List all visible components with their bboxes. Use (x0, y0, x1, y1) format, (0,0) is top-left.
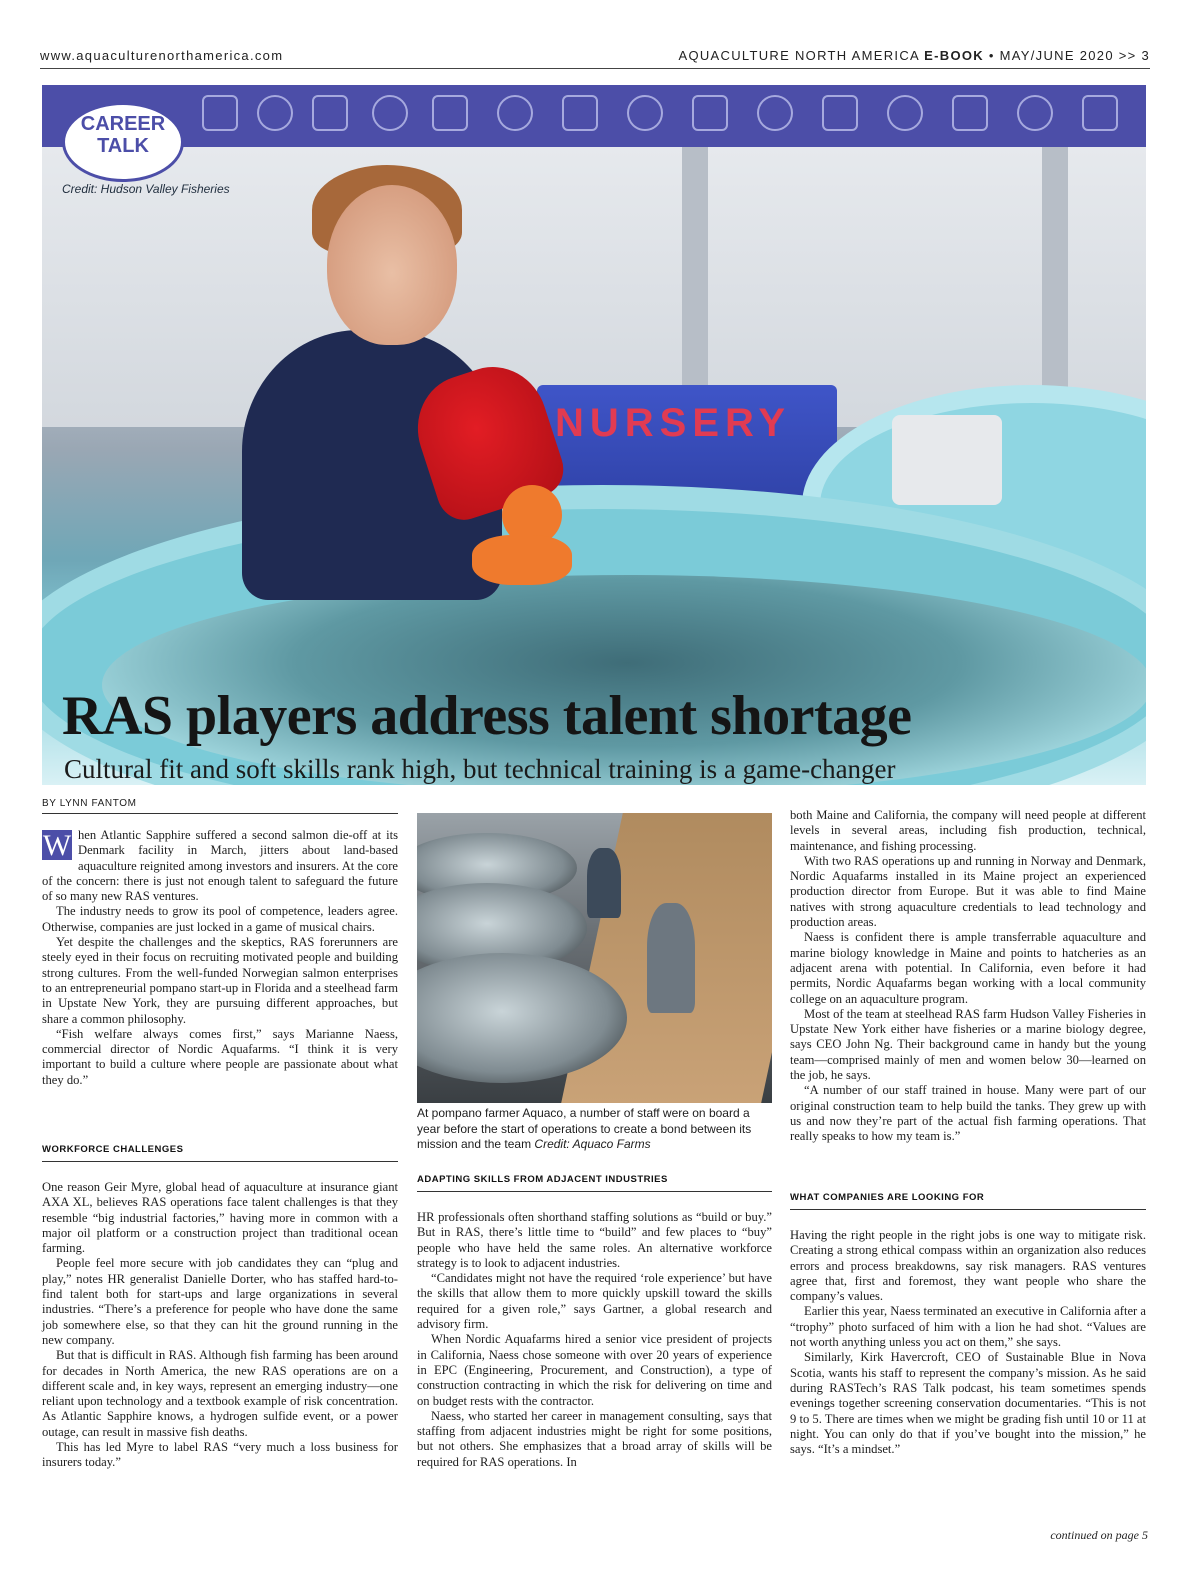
ebook-label: E-BOOK (924, 48, 984, 63)
paragraph: “A number of our staff trained in house. Many were part of our original construction team to help build the tanks. They grew up with us and now they’re part of the actual fish farming operations. That really speaks to how my team is.” (790, 1083, 1146, 1144)
paragraph: Naess is confident there is ample transferrable aquaculture and marine biology knowledge in Maine and points to hatcheries as an adjacent arena with potential. In California, even before it had permits, Nordic Aquafarms began working with a local community college on an aquaculture program. (790, 930, 1146, 1006)
section-heading: ADAPTING SKILLS FROM ADJACENT INDUSTRIES (417, 1174, 772, 1192)
career-talk-badge: CAREER TALK (62, 102, 184, 182)
paragraph: But that is difficult in RAS. Although fish farming has been around for decades in North America, the new RAS operations are on a different scale and, in key ways, represent an emerging industry—one reliant upon technology and a textbook example of risk concentration. As Atlantic Sapphire knows, a hydrogen sulfide event, or a power outage, can result in massive fish deaths. (42, 1348, 398, 1439)
photo-caption: At pompano farmer Aquaco, a number of staff were on board a year before the start of operations to create a bond between its mission and the team Credit: Aquaco Farms (417, 1106, 752, 1151)
briefcase-icon (202, 95, 238, 131)
paragraph: With two RAS operations up and running in Norway and Denmark, Nordic Aquafarms installed in its Maine project an experienced production director from Europe. But it was able to find Maine natives with strong aquaculture credentials to lead technology and production areas. (790, 853, 1146, 930)
website-url[interactable]: www.aquaculturenorthamerica.com (40, 48, 284, 63)
paragraph: Yet despite the challenges and the skeptics, RAS forerunners are steely eyed in their focus on recruiting motivated people and building strong cultures. From the well-funded Norwegian salmon enterprises to an entrepreneurial pompano start-up in Florida and a steelhead farm in Upstate New York, they are pursuing different approaches, but share a common philosophy. (42, 935, 398, 1026)
chart-icon (312, 95, 348, 131)
running-header (40, 48, 1150, 68)
paragraph: Most of the team at steelhead RAS farm Hudson Valley Fisheries in Upstate New York either have fisheries or a marine biology degree, says CEO John Ng. Their background came in handy but the young team—comprised mainly of men and women below 30—learned on the job, he says. (790, 1006, 1146, 1083)
caption-credit: Credit: Aquaco Farms (534, 1137, 651, 1151)
person-icon (257, 95, 293, 131)
team-icon (887, 95, 923, 131)
paragraph: HR professionals often shorthand staffing solutions as “build or buy.” But in RAS, there’s little time to “build” and few places to “buy” people who have held the same roles. An alternative workforce strategy is to look to adjacent industries. (417, 1210, 772, 1270)
paragraph: Earlier this year, Naess terminated an executive in California after a “trophy” photo surfaced of him with a lion he had shot. “Values are not worth anything unless you act on them,” she says. (790, 1304, 1146, 1350)
calendar-icon (822, 95, 858, 131)
team-icon (497, 95, 533, 131)
document-icon (432, 95, 468, 131)
paragraph: People feel more secure with job candidates they can “plug and play,” notes HR generalist Danielle Dorter, who has staffed hard-to-find talent both for start-ups and large organizations in several industries. “There’s a preference for people who have done the same job somewhere else, so that they can hit the ground running in the new company. (42, 1256, 398, 1347)
target-icon (372, 95, 408, 131)
worker-face (327, 185, 457, 345)
presentation-icon (562, 95, 598, 131)
column-1-continued (42, 1180, 398, 1471)
nursery-sign: NURSERY (555, 401, 792, 445)
issue-label: AQUACULTURE NORTH AMERICA E-BOOK • MAY/JUNE 2020 >> 3 (678, 48, 1150, 63)
paragraph: This has led Myre to label RAS “very much a loss business for insurers today.” (42, 1440, 398, 1470)
person-icon (1017, 95, 1053, 131)
headline: RAS players address talent shortage (62, 685, 912, 747)
column-3 (790, 808, 1146, 1145)
paragraph: The industry needs to grow its pool of competence, leaders agree. Otherwise, companies are just locked in a game of musical chairs. (42, 904, 398, 934)
subheadline: Cultural fit and soft skills rank high, but technical training is a game-changer (64, 754, 896, 784)
paragraph: “Fish welfare always comes first,” says Marianne Naess, commercial director of Nordic Aquafarms. “I think it is very important to build a culture where people are passionate about what they do.” (42, 1026, 398, 1087)
continued-note[interactable]: continued on page 5 (1050, 1528, 1148, 1542)
paragraph: “Candidates might not have the required ‘role experience’ but have the skills that allow them to more quickly upskill toward the skills required for a given role,” says Gartner, a global research and advisory firm. (417, 1271, 772, 1332)
section-heading: WORKFORCE CHALLENGES (42, 1144, 398, 1162)
orange-glove (472, 535, 572, 585)
column-1 (42, 828, 398, 1088)
paragraph: Naess, who started her career in management consulting, says that staffing from adjacent industries might be right for some positions, but not others. She emphasizes that a broad array of skills will be required for RAS operations. In (417, 1408, 772, 1469)
paragraph: both Maine and California, the company will need people at different levels in several areas, including fish production, technical, maintenance, and fishing processing. (790, 808, 1146, 853)
paragraph: Similarly, Kirk Havercroft, CEO of Sustainable Blue in Nova Scotia, wants his staff to represent the company’s mission. As he said during RASTech’s RAS Talk podcast, his team sometimes spends evenings together screening conservation documentaries. “This is not 9 to 5. There are times when we might be grading fish until 10 or 11 at night. You can only do that if you’ve bought into the mission,” he says. “It’s a mindset.” (790, 1350, 1146, 1457)
person-icon (627, 95, 663, 131)
lightbulb-icon (757, 95, 793, 131)
paragraph: Having the right people in the right jobs is one way to mitigate risk. Creating a strong ethical compass within an organization also reduces errors and process breakdowns, say risk managers. RAS ventures agree that, first and foremost, they want people who share the company’s values. (790, 1228, 1146, 1304)
icon-band (42, 85, 1146, 147)
paragraph: One reason Geir Myre, global head of aquaculture at insurance giant AXA XL, believes RAS operations face talent challenges is that they resemble “big industrial factories,” having more in common with a major oil platform or a construction project than traditional ocean farming. (42, 1180, 398, 1256)
column-3-continued (790, 1228, 1146, 1457)
aquaco-photo (417, 813, 772, 1103)
drop-cap: W (42, 829, 72, 862)
laptop-icon (692, 95, 728, 131)
paragraph: When Nordic Aquafarms hired a senior vice president of projects in California, Naess chose someone with over 20 years of experience in EPC (Engineering, Procurement, and Construction), a type of construction contracting in which the risk for delivering on time and on budget rests with the contractor. (417, 1332, 772, 1408)
pipe (892, 415, 1002, 505)
byline: BY LYNN FANTOM (42, 798, 398, 814)
header-rule (40, 68, 1150, 69)
clipboard-icon (1082, 95, 1118, 131)
column-2 (417, 1210, 772, 1470)
paragraph: W hen Atlantic Sapphire suffered a second salmon die-off at its Denmark facility in March, jitters about land-based aquaculture reignited among investors and insurers. At the core of the concern: there is just not enough talent to safeguard the future of so many new RAS ventures. (42, 828, 398, 904)
section-heading: WHAT COMPANIES ARE LOOKING FOR (790, 1192, 1146, 1210)
building-icon (952, 95, 988, 131)
worker (647, 903, 695, 1013)
worker (587, 848, 621, 918)
hero-credit: Credit: Hudson Valley Fisheries (62, 182, 230, 196)
